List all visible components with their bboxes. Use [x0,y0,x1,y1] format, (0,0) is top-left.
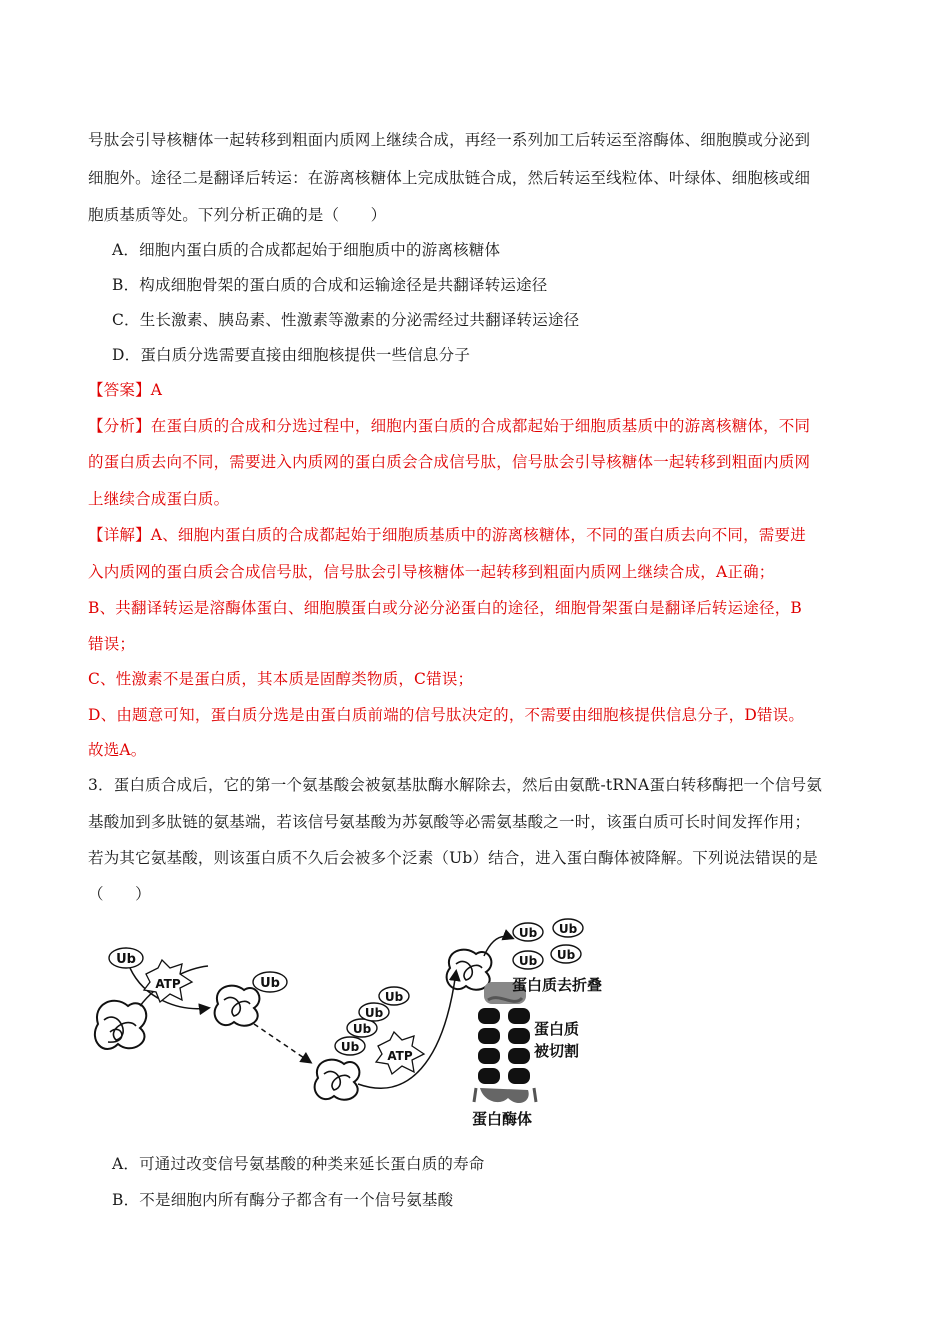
ubiquitin-proteasome-figure [88,912,648,1134]
question3-line: 基酸加到多肽链的氨基端，若该信号氨基酸为苏氨酸等必需氨基酸之一时，该蛋白质可长时间发挥作用； [88,813,811,831]
svg-text:Ub: Ub [518,926,538,940]
ubiquitin-icon [253,972,287,992]
proteasome-label: 蛋白酶体 [472,1110,533,1128]
svg-text:Ub: Ub [116,952,136,967]
svg-text:Ub: Ub [518,954,538,968]
cut-label-line2: 被切割 [534,1042,580,1060]
option-a: A．细胞内蛋白质的合成都起始于细胞质中的游离核糖体 [112,241,501,259]
detail-line: B、共翻译转运是溶酶体蛋白、细胞膜蛋白或分泌分泌蛋白的途径，细胞骨架蛋白是翻译后转运途径，B [88,599,802,617]
q3-option-b: B．不是细胞内所有酶分子都含有一个信号氨基酸 [112,1191,454,1209]
answer-line: 【答案】A [88,381,163,399]
atp-star-icon [144,960,192,1002]
unfold-label: 蛋白质去折叠 [512,976,603,994]
svg-text:Ub: Ub [556,948,576,962]
question-intro-line: 细胞外。途径二是翻译后转运：在游离核糖体上完成肽链合成，然后转运至线粒体、叶绿体、细胞核或细 [88,169,811,187]
folded-protein-icon [95,1001,146,1049]
detail-line: 错误； [88,635,136,653]
question3-line: 3．蛋白质合成后，它的第一个氨基酸会被氨基肽酶水解除去，然后由氨酰-tRNA蛋白转移酶把一个信号氨 [88,776,823,794]
polyubiquitinated-protein-icon [315,1060,360,1100]
option-d: D．蛋白质分选需要直接由细胞核提供一些信息分子 [112,346,471,364]
ubiquitin-icon [109,948,143,968]
analysis-line: 的蛋白质去向不同，需要进入内质网的蛋白质会合成信号肽，信号肽会引导核糖体一起转移到粗面内质网 [88,453,811,471]
svg-text:Ub: Ub [260,976,280,991]
svg-text:Ub: Ub [384,990,404,1004]
svg-text:Ub: Ub [558,922,578,936]
svg-text:Ub: Ub [352,1022,372,1036]
detail-line: 故选A。 [88,741,147,759]
analysis-line: 上继续合成蛋白质。 [88,490,230,508]
question3-line: （ ） [88,885,151,903]
cut-label-line1: 蛋白质 [534,1020,580,1038]
q3-option-a: A．可通过改变信号氨基酸的种类来延长蛋白质的寿命 [112,1155,485,1173]
released-ubiquitin [513,919,583,969]
analysis-line: 【分析】在蛋白质的合成和分选过程中，细胞内蛋白质的合成都起始于细胞质基质中的游离核糖体，不同 [88,417,811,435]
detail-line: 【详解】A、细胞内蛋白质的合成都起始于细胞质基质中的游离核糖体，不同的蛋白质去向不同，需要进 [88,526,806,544]
question-intro-line: 胞质基质等处。下列分析正确的是（ ） [88,206,387,224]
detail-line: D、由题意可知，蛋白质分选是由蛋白质前端的信号肽决定的，不需要由细胞核提供信息分子，D错误。 [88,706,805,724]
svg-text:ATP: ATP [155,977,181,991]
svg-text:ATP: ATP [387,1049,413,1063]
question3-line: 若为其它氨基酸，则该蛋白质不久后会被多个泛素（Ub）结合，进入蛋白酶体被降解。下列说法错误的是 [88,849,818,867]
detail-line: C、性激素不是蛋白质，其本质是固醇类物质，C错误； [88,670,474,688]
svg-text:Ub: Ub [340,1040,360,1054]
atp-star-icon [376,1032,424,1074]
option-c: C．生长激素、胰岛素、性激素等激素的分泌需经过共翻译转运途径 [112,311,580,329]
proteasome-icon [474,982,536,1103]
option-b: B．构成细胞骨架的蛋白质的合成和运输途径是共翻译转运途径 [112,276,548,294]
question-intro-line: 号肽会引导核糖体一起转移到粗面内质网上继续合成，再经一系列加工后转运至溶酶体、细胞膜或分泌到 [88,131,811,149]
detail-line: 入内质网的蛋白质会合成信号肽，信号肽会引导核糖体一起转移到粗面内质网上继续合成，A正确； [88,563,775,581]
svg-text:Ub: Ub [364,1006,384,1020]
ubiquitinated-protein-icon [215,986,260,1026]
